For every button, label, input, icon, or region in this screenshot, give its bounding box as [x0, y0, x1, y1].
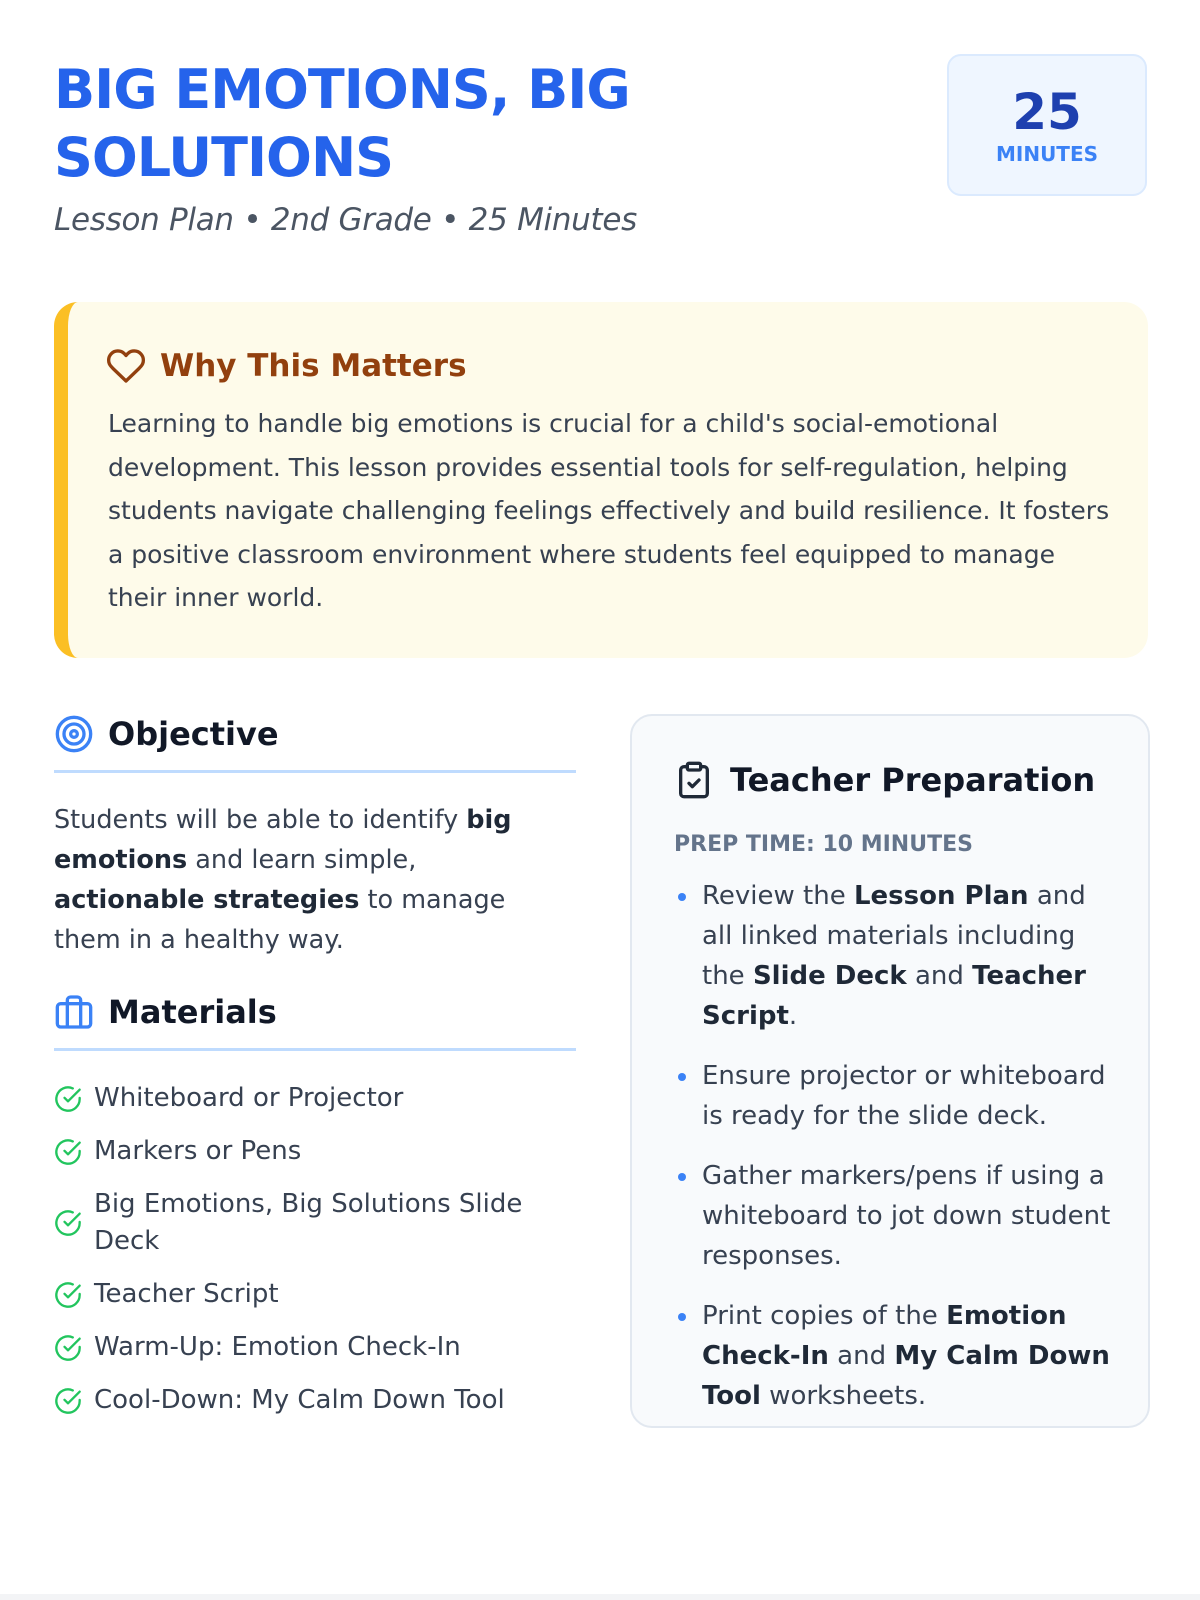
emphasis-text: Slide Deck	[752, 961, 907, 991]
material-label: Teacher Script	[94, 1279, 279, 1309]
target-icon	[54, 714, 94, 754]
body-text: worksheets.	[760, 1381, 927, 1411]
prep-item	[674, 1056, 1114, 1136]
list-item	[54, 1133, 574, 1170]
body-text: to manage them in a healthy way.	[54, 885, 506, 955]
check-circle-icon	[54, 1085, 82, 1113]
material-label: Whiteboard or Projector	[94, 1083, 404, 1113]
list-item	[54, 1329, 574, 1366]
emphasis-text: My Calm Down Tool	[702, 1341, 1110, 1411]
check-circle-icon	[54, 1138, 82, 1166]
materials-heading	[54, 992, 576, 1051]
emphasis-text: Emotion Check-In	[702, 1301, 1067, 1371]
teacher-preparation-card	[630, 714, 1150, 1428]
materials-title: Materials	[108, 993, 277, 1031]
body-text: and	[906, 961, 973, 991]
duration-badge	[947, 54, 1147, 196]
page-bottom-divider	[0, 1594, 1200, 1600]
material-label: Warm-Up: Emotion Check-In	[94, 1332, 461, 1362]
emphasis-text: Lesson Plan	[853, 881, 1029, 911]
prep-time: PREP TIME: 10 MINUTES	[674, 832, 973, 857]
material-label: Big Emotions, Big Solutions Slide Deck	[94, 1189, 523, 1256]
objective-heading	[54, 714, 576, 773]
duration-unit: MINUTES	[995, 142, 1099, 166]
check-circle-icon	[54, 1209, 82, 1237]
list-item	[54, 1186, 574, 1260]
clipboard-check-icon	[674, 760, 714, 800]
check-circle-icon	[54, 1281, 82, 1309]
objective-title: Objective	[108, 715, 279, 753]
body-text: Gather markers/pens if using a whiteboard to jot down student responses.	[702, 1161, 1111, 1271]
body-text: and learn simple,	[187, 845, 417, 875]
prep-heading	[674, 760, 1095, 800]
heart-icon	[106, 346, 146, 386]
briefcase-icon	[54, 992, 94, 1032]
emphasis-text: big emotions	[54, 805, 512, 875]
emphasis-text: actionable strategies	[54, 885, 360, 915]
check-circle-icon	[54, 1387, 82, 1415]
body-text: Ensure projector or whiteboard is ready for the slide deck.	[702, 1061, 1106, 1131]
prep-item	[674, 1296, 1114, 1416]
materials-list	[54, 1080, 574, 1435]
body-text: Students will be able to identify	[54, 805, 467, 835]
prep-list	[674, 876, 1114, 1436]
why-body: Learning to handle big emotions is crucial for a child's social-emotional development. This lesson provides essential tools for self-regulation, helping students navigate challenging feelings effectively and build resilience. It fosters a positive classroom environment where students feel equipped to manage their inner world.	[108, 409, 1110, 612]
prep-title: Teacher Preparation	[730, 761, 1096, 799]
body-text: Print copies of the	[702, 1301, 947, 1331]
why-heading	[106, 346, 467, 386]
duration-value: 25	[1012, 83, 1082, 141]
why-this-matters-callout	[54, 302, 1148, 658]
page-title: BIG EMOTIONS, BIG SOLUTIONS	[54, 58, 630, 189]
why-title: Why This Matters	[160, 348, 467, 384]
list-item	[54, 1276, 574, 1313]
check-circle-icon	[54, 1334, 82, 1362]
prep-item	[674, 1156, 1114, 1276]
page-subtitle: Lesson Plan • 2nd Grade • 25 Minutes	[54, 202, 637, 238]
list-item	[54, 1382, 574, 1419]
emphasis-text: Teacher Script	[702, 961, 1086, 1031]
body-text: Review the	[702, 881, 854, 911]
material-label: Markers or Pens	[94, 1136, 302, 1166]
list-item	[54, 1080, 574, 1117]
objective-text	[54, 800, 574, 960]
material-label: Cool-Down: My Calm Down Tool	[94, 1385, 505, 1415]
body-text: and all linked materials including the	[702, 881, 1086, 991]
body-text: .	[788, 1001, 798, 1031]
body-text: and	[828, 1341, 895, 1371]
prep-item	[674, 876, 1114, 1036]
